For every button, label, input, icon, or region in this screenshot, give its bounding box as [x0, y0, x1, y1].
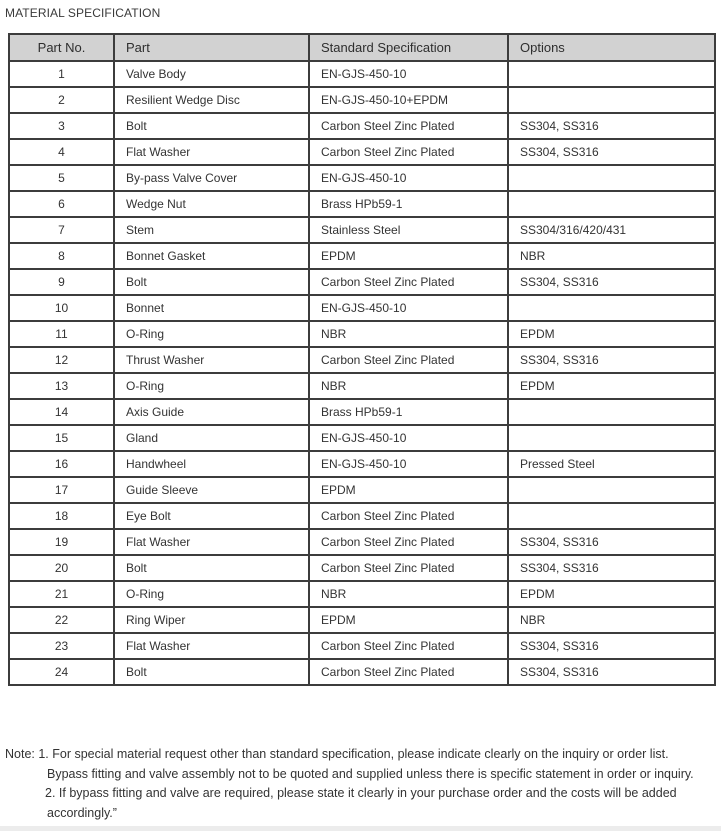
part-no-cell: 3 [9, 113, 114, 139]
options-cell [508, 503, 715, 529]
part-cell: Bolt [114, 113, 309, 139]
part-no-cell: 17 [9, 477, 114, 503]
part-no-cell: 4 [9, 139, 114, 165]
note-line-2: Bypass fitting and valve assembly not to be quoted and supplied unless there is specific statement in order or inquiry. [47, 766, 694, 781]
table-row [9, 425, 715, 451]
options-cell: EPDM [508, 581, 715, 607]
standard-spec-cell: Carbon Steel Zinc Plated [309, 529, 508, 555]
page-bottom-edge [0, 826, 721, 831]
part-no-cell: 8 [9, 243, 114, 269]
column-header-part-no: Part No. [9, 34, 114, 61]
part-cell: Ring Wiper [114, 607, 309, 633]
options-cell [508, 425, 715, 451]
standard-spec-cell: NBR [309, 321, 508, 347]
material-spec-table [8, 33, 716, 686]
table-row [9, 269, 715, 295]
part-cell: Handwheel [114, 451, 309, 477]
standard-spec-cell: NBR [309, 581, 508, 607]
options-cell: SS304, SS316 [508, 139, 715, 165]
part-no-cell: 18 [9, 503, 114, 529]
part-cell: By-pass Valve Cover [114, 165, 309, 191]
table-row [9, 373, 715, 399]
part-cell: Valve Body [114, 61, 309, 87]
table-row [9, 503, 715, 529]
part-cell: Flat Washer [114, 633, 309, 659]
options-cell [508, 477, 715, 503]
part-cell: Eye Bolt [114, 503, 309, 529]
standard-spec-cell: EPDM [309, 607, 508, 633]
table-row [9, 555, 715, 581]
table-row [9, 295, 715, 321]
column-header-part: Part [114, 34, 309, 61]
options-cell: Pressed Steel [508, 451, 715, 477]
table-row [9, 659, 715, 685]
options-cell [508, 295, 715, 321]
standard-spec-cell: EPDM [309, 243, 508, 269]
part-no-cell: 6 [9, 191, 114, 217]
table-row [9, 399, 715, 425]
standard-spec-cell: NBR [309, 373, 508, 399]
column-header-standard-specification: Standard Specification [309, 34, 508, 61]
part-cell: Bonnet Gasket [114, 243, 309, 269]
note-line-4: accordingly.” [47, 805, 117, 820]
table-row [9, 191, 715, 217]
standard-spec-cell: EN-GJS-450-10+EPDM [309, 87, 508, 113]
part-cell: Bolt [114, 659, 309, 685]
note-line-1: Note: 1. For special material request other than standard specification, please indicate clearly on the inquiry or order list. [5, 747, 669, 761]
table-row [9, 113, 715, 139]
standard-spec-cell: EN-GJS-450-10 [309, 295, 508, 321]
part-no-cell: 16 [9, 451, 114, 477]
options-cell: SS304, SS316 [508, 347, 715, 373]
part-cell: O-Ring [114, 581, 309, 607]
part-cell: Bolt [114, 555, 309, 581]
options-cell [508, 165, 715, 191]
part-cell: Axis Guide [114, 399, 309, 425]
standard-spec-cell: Carbon Steel Zinc Plated [309, 139, 508, 165]
part-no-cell: 11 [9, 321, 114, 347]
standard-spec-cell: Carbon Steel Zinc Plated [309, 659, 508, 685]
table-row [9, 61, 715, 87]
spec-table-body [9, 61, 715, 685]
part-cell: Flat Washer [114, 139, 309, 165]
standard-spec-cell: EPDM [309, 477, 508, 503]
table-row [9, 477, 715, 503]
part-no-cell: 14 [9, 399, 114, 425]
standard-spec-cell: Carbon Steel Zinc Plated [309, 633, 508, 659]
column-header-options: Options [508, 34, 715, 61]
part-no-cell: 10 [9, 295, 114, 321]
table-row [9, 139, 715, 165]
part-no-cell: 12 [9, 347, 114, 373]
page-title: MATERIAL SPECIFICATION [5, 6, 161, 20]
options-cell: NBR [508, 607, 715, 633]
options-cell: SS304, SS316 [508, 659, 715, 685]
standard-spec-cell: Stainless Steel [309, 217, 508, 243]
part-no-cell: 21 [9, 581, 114, 607]
table-header [9, 34, 715, 61]
part-no-cell: 9 [9, 269, 114, 295]
standard-spec-cell: Brass HPb59-1 [309, 191, 508, 217]
part-cell: Bolt [114, 269, 309, 295]
table-row [9, 451, 715, 477]
standard-spec-cell: EN-GJS-450-10 [309, 61, 508, 87]
table-row [9, 529, 715, 555]
options-cell [508, 61, 715, 87]
part-cell: Bonnet [114, 295, 309, 321]
part-no-cell: 22 [9, 607, 114, 633]
part-cell: Stem [114, 217, 309, 243]
options-cell: SS304/316/420/431 [508, 217, 715, 243]
standard-spec-cell: Carbon Steel Zinc Plated [309, 113, 508, 139]
table-row [9, 87, 715, 113]
part-no-cell: 20 [9, 555, 114, 581]
options-cell [508, 399, 715, 425]
note-line-3: 2. If bypass fitting and valve are required, please state it clearly in your purchase order and the costs will be added [45, 786, 677, 800]
part-no-cell: 5 [9, 165, 114, 191]
header-row [9, 34, 715, 61]
part-no-cell: 1 [9, 61, 114, 87]
standard-spec-cell: Carbon Steel Zinc Plated [309, 269, 508, 295]
table-row [9, 243, 715, 269]
part-cell: Wedge Nut [114, 191, 309, 217]
part-no-cell: 23 [9, 633, 114, 659]
standard-spec-cell: Carbon Steel Zinc Plated [309, 555, 508, 581]
table-row [9, 347, 715, 373]
options-cell: EPDM [508, 321, 715, 347]
part-cell: Resilient Wedge Disc [114, 87, 309, 113]
standard-spec-cell: EN-GJS-450-10 [309, 425, 508, 451]
part-cell: Gland [114, 425, 309, 451]
options-cell: SS304, SS316 [508, 529, 715, 555]
table-row [9, 607, 715, 633]
part-no-cell: 24 [9, 659, 114, 685]
part-no-cell: 19 [9, 529, 114, 555]
options-cell: NBR [508, 243, 715, 269]
standard-spec-cell: EN-GJS-450-10 [309, 165, 508, 191]
standard-spec-cell: Carbon Steel Zinc Plated [309, 347, 508, 373]
standard-spec-cell: Carbon Steel Zinc Plated [309, 503, 508, 529]
part-no-cell: 7 [9, 217, 114, 243]
table-row [9, 581, 715, 607]
table-row [9, 321, 715, 347]
part-no-cell: 13 [9, 373, 114, 399]
table-row [9, 217, 715, 243]
options-cell: SS304, SS316 [508, 269, 715, 295]
table-row [9, 165, 715, 191]
table-row [9, 633, 715, 659]
part-cell: O-Ring [114, 321, 309, 347]
part-no-cell: 2 [9, 87, 114, 113]
options-cell: SS304, SS316 [508, 113, 715, 139]
options-cell [508, 87, 715, 113]
options-cell [508, 191, 715, 217]
part-cell: Guide Sleeve [114, 477, 309, 503]
standard-spec-cell: Brass HPb59-1 [309, 399, 508, 425]
notes-block [5, 745, 717, 823]
options-cell: SS304, SS316 [508, 633, 715, 659]
part-no-cell: 15 [9, 425, 114, 451]
part-cell: Flat Washer [114, 529, 309, 555]
options-cell: EPDM [508, 373, 715, 399]
options-cell: SS304, SS316 [508, 555, 715, 581]
standard-spec-cell: EN-GJS-450-10 [309, 451, 508, 477]
part-cell: O-Ring [114, 373, 309, 399]
part-cell: Thrust Washer [114, 347, 309, 373]
